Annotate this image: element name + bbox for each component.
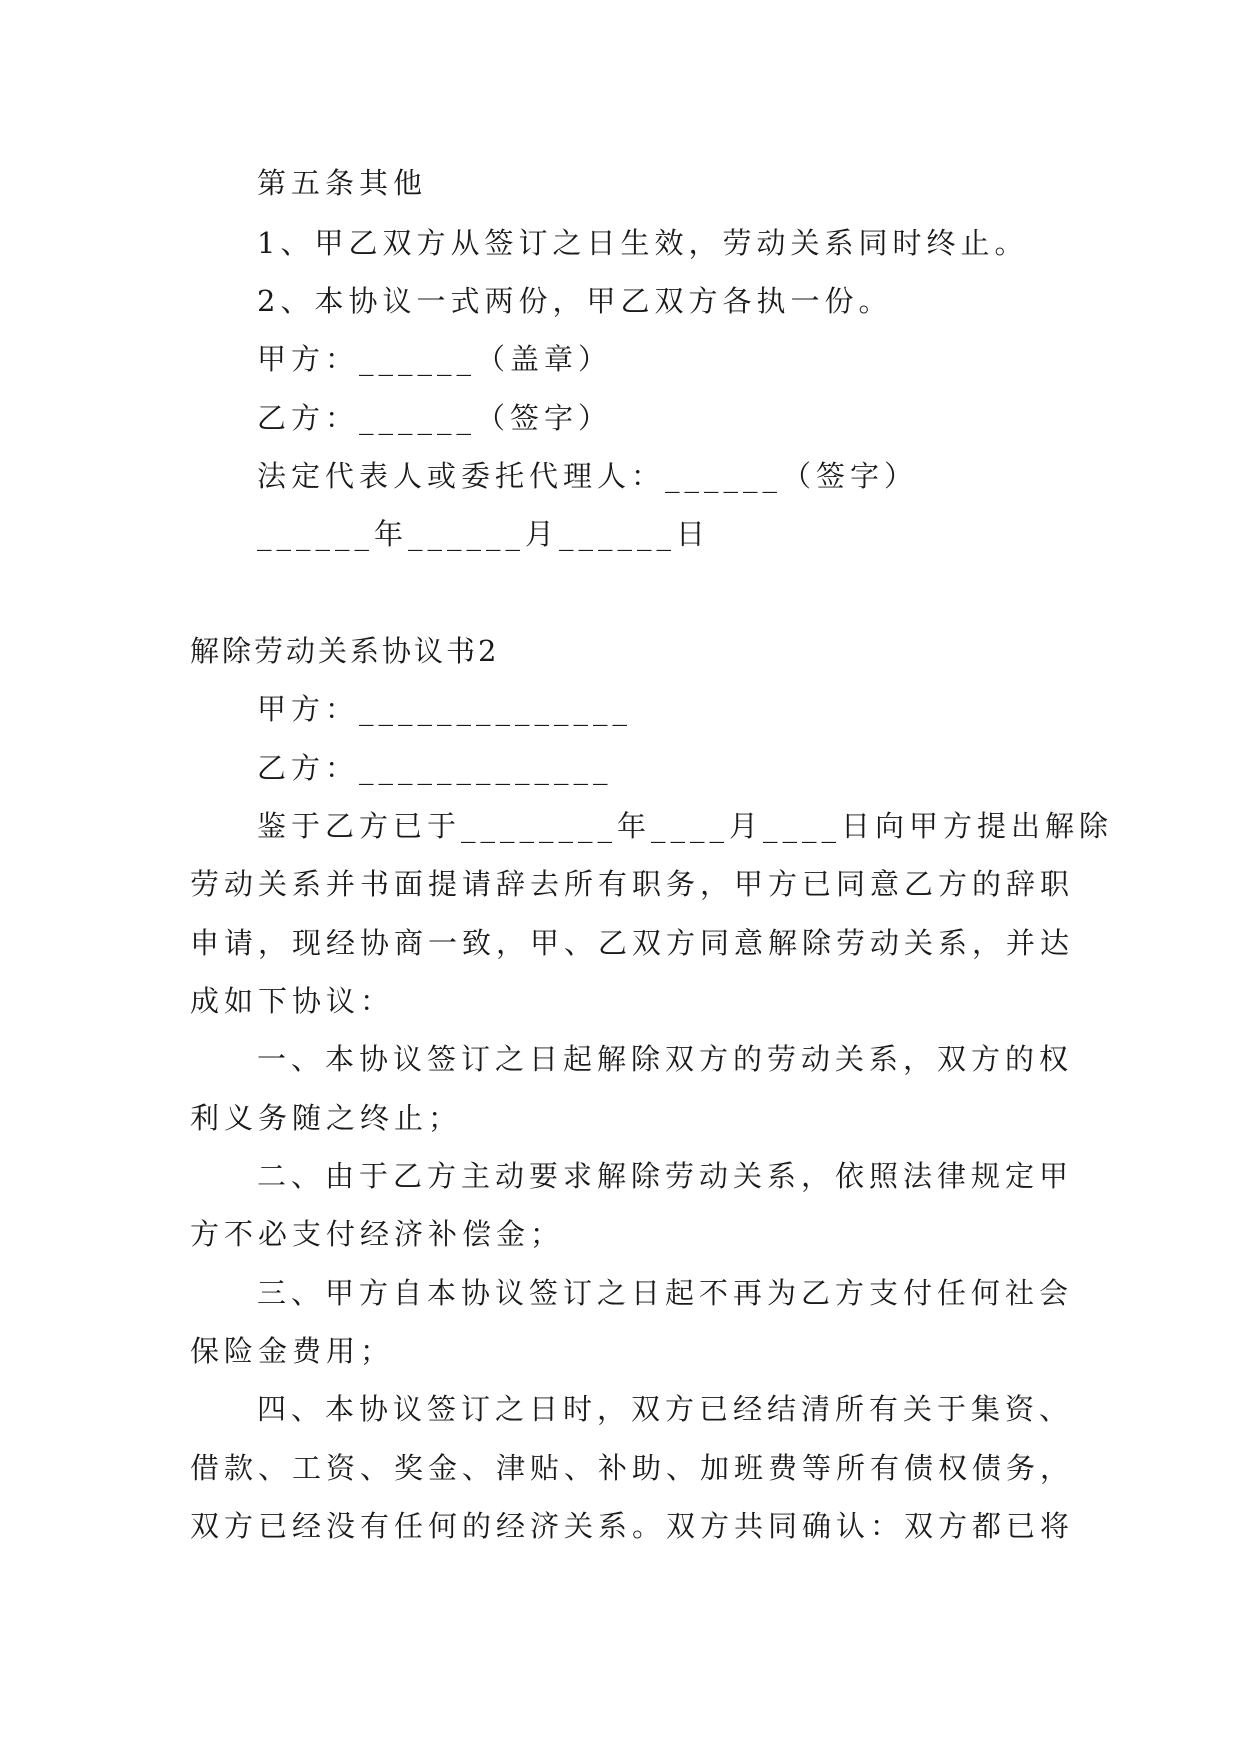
party-a-signature-line: 甲方：______（盖章）	[257, 342, 613, 376]
clause-3-line: 保险金费用；	[190, 1334, 395, 1368]
section-item-1: 1、甲乙双方从签订之日生效，劳动关系同时终止。	[257, 226, 1029, 260]
preamble-line: 劳动关系并书面提请辞去所有职务，甲方已同意乙方的辞职	[190, 867, 1075, 901]
clause-2-line: 方不必支付经济补偿金；	[190, 1217, 565, 1251]
agreement-party-a: 甲方：______________	[257, 692, 633, 726]
clause-1-line: 利义务随之终止；	[190, 1101, 463, 1135]
clause-3-line: 三、甲方自本协议签订之日起不再为乙方支付任何社会	[257, 1276, 1074, 1310]
party-b-signature-line: 乙方：______（签字）	[257, 401, 613, 435]
clause-4-line: 四、本协议签订之日时，双方已经结清所有关于集资、	[257, 1392, 1074, 1426]
clause-4-line: 借款、工资、奖金、津贴、补助、加班费等所有债权债务，	[190, 1451, 1075, 1485]
clause-2-line: 二、由于乙方主动要求解除劳动关系，依照法律规定甲	[257, 1159, 1074, 1193]
representative-signature-line: 法定代表人或委托代理人：______（签字）	[257, 459, 919, 493]
section-item-2: 2、本协议一式两份，甲乙双方各执一份。	[257, 284, 893, 318]
agreement-title: 解除劳动关系协议书2	[190, 634, 500, 668]
date-line: ______年______月______日	[257, 517, 711, 551]
clause-4-line: 双方已经没有任何的经济关系。双方共同确认：双方都已将	[190, 1509, 1075, 1543]
preamble-line: 鉴于乙方已于________年____月____日向甲方提出解除	[257, 809, 1114, 843]
clause-1-line: 一、本协议签订之日起解除双方的劳动关系，双方的权	[257, 1042, 1074, 1076]
preamble-line: 申请，现经协商一致，甲、乙双方同意解除劳动关系，并达	[190, 926, 1075, 960]
section-heading: 第五条其他	[257, 166, 428, 200]
agreement-party-b: 乙方：_____________	[257, 751, 613, 785]
preamble-line: 成如下协议：	[190, 984, 395, 1018]
